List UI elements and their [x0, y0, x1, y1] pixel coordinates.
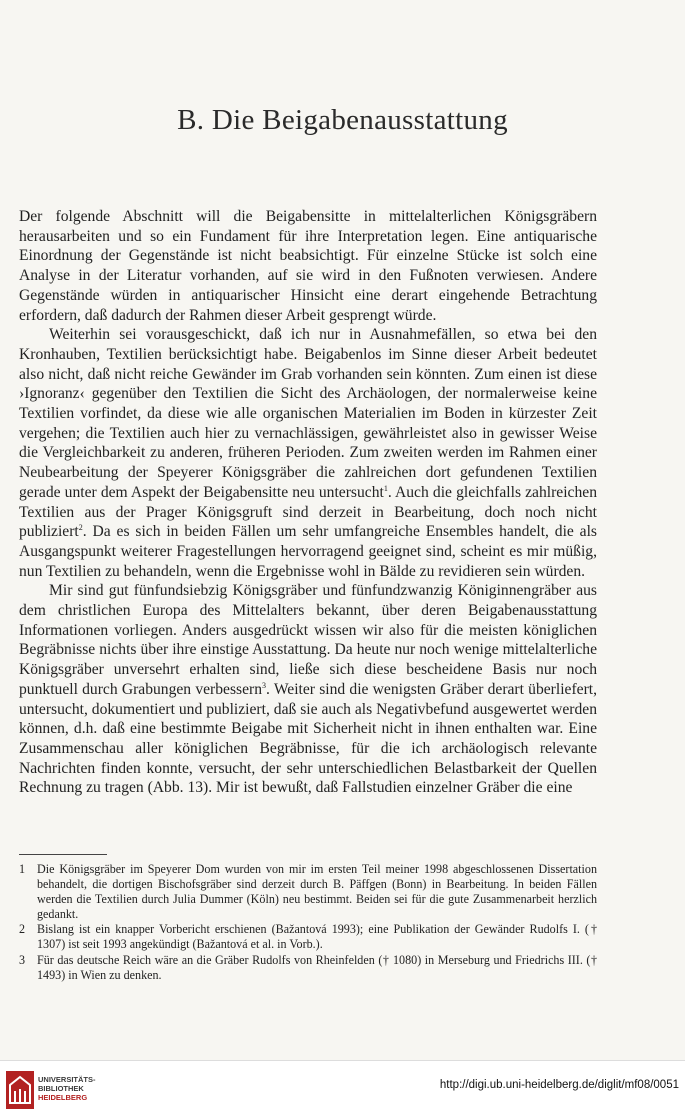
viewer-footer-bar	[0, 1060, 685, 1119]
footnote-3	[19, 953, 597, 983]
footnote-ref-1[interactable]: 1	[383, 483, 388, 493]
permalink-url[interactable]: http://digi.ub.uni-heidelberg.de/diglit/mf08/0051	[439, 1079, 679, 1091]
footnote-1	[19, 862, 597, 922]
footnote-ref-2[interactable]: 2	[78, 523, 83, 533]
library-name	[38, 1075, 96, 1102]
library-name-line: BIBLIOTHEK	[38, 1084, 84, 1093]
footnote-number: 3	[19, 952, 26, 967]
university-library-logo-icon[interactable]	[6, 1071, 34, 1109]
paragraph-2	[19, 325, 597, 581]
footnote-text: Die Königsgräber im Speyerer Dom wurden von mir im ersten Teil meiner 1998 abgeschlossenen Dissertation behandelt, die dortigen Bischofsgräber sind derzeit durch B. Päffgen (Bonn) in Bearbeitung. In beiden Fällen werden die Textilien durch Julia Dummer (Köln) neu bestimmt. Beiden sei für die gute Zusammenarbeit herzlich gedankt.	[37, 862, 597, 922]
footnotes	[19, 862, 597, 983]
paragraph-3-end: . Weiter sind die wenigsten Gräber derart überliefert, untersucht, dokumentiert und publiziert, daß sie auch als Negativbefund ausgewertet werden können, d.h. daß eine bestimmte Beigabe mit Sicherheit nicht in ihnen enthalten war. Eine Zusammenschau aller königlichen Begräbnisse, für die ich archäologisch relevante Nachrichten finden konnte, versucht, der sehr unterschiedlichen Belastbarkeit der Quellen Rechnung zu tragen (Abb. 13). Mir ist bewußt, daß Fallstudien einzelner Gräber die eine	[19, 680, 598, 797]
paragraph-3	[19, 581, 597, 798]
library-name-line: HEIDELBERG	[38, 1093, 88, 1102]
footnote-text: Für das deutsche Reich wäre an die Gräber Rudolfs von Rheinfelden († 1080) in Merseburg und Friedrichs III. († 1493) in Wien zu denken.	[37, 952, 597, 982]
paragraph-1: Der folgende Abschnitt will die Beigabensitte in mittelalterlichen Königsgräbern herausarbeiten und so ein Fundament für ihre Interpretation legen. Eine antiquarische Einordnung der Gegenstände ist nicht beabsichtigt. Für einzelne Stücke ist solch eine Analyse in der Literatur vorhanden, auf sie wird in den Fußnoten verwiesen. Andere Gegenstände würden in antiquarischer Hinsicht eine derart eingehende Betrachtung erfordern, daß dadurch der Rahmen dieser Arbeit gesprengt würde.	[19, 208, 597, 324]
footnote-text: Bislang ist ein knapper Vorbericht erschienen (Bažantová 1993); eine Publikation der Gewänder Rudolfs I. († 1307) ist seit 1993 angekündigt (Bažantová et al. in Vorb.).	[37, 922, 597, 952]
library-name-line: UNIVERSITÄTS-	[38, 1075, 96, 1084]
footnote-divider	[19, 854, 107, 855]
paragraph-2-start: Weiterhin sei vorausgeschickt, daß ich nur in Ausnahmefällen, so etwa bei den Kronhauben, Textilien berücksichtigt habe. Beigabenlos im Sinne dieser Arbeit bedeutet also nicht, daß nicht reiche Gewänder im Grab vorhanden sein könnten. Zum einen ist diese ›Ignoranz‹ gegenüber den Textilien die Sicht des Archäologen, der normalerweise keine Textilien vorfindet, da diese wie alle organischen Materialien im Boden in kürzester Zeit vergehen; die Textilien auch hier zu vernachlässigen, gewährleistet also in gewisser Weise die Vergleichbarkeit zu anderen, früheren Perioden. Zum zweiten werden im Rahmen einer Neubearbeitung der Speyerer Königsgräber die zahlreichen dort gefundenen Textilien gerade unter dem Aspekt der Beigabensitte neu untersucht	[19, 326, 597, 501]
footnote-2	[19, 922, 597, 952]
section-heading: B. Die Beigabenausstattung	[177, 104, 508, 136]
body-text	[19, 207, 597, 798]
paragraph-2-middle: . Auch die gleichfalls zahlreichen Textilien aus der Prager Königsgruft sind derzeit in Bearbeitung, doch noch nicht publiziert	[19, 483, 597, 541]
footnote-number: 2	[19, 922, 26, 937]
paragraph-2-end: . Da es sich in beiden Fällen um sehr umfangreiche Ensembles handelt, die als Ausgangspunkt weiterer Fragestellungen hervorragend geeignet sind, scheint es mir müßig, nun Textilien zu behandeln, wenn die Ergebnisse wohl in Bälde zu revidieren sein würden.	[19, 523, 597, 580]
paragraph-3-start: Mir sind gut fünfundsiebzig Königsgräber und fünfundzwanzig Königinnengräber aus dem christlichen Europa des Mittelalters bekannt, über deren Beigabenausstattung Informationen vorliegen. Anders ausgedrückt wissen wir also für die meisten königlichen Begräbnisse nichts über ihre einstige Ausstattung. Da heute nur noch wenige mittelalterliche Königsgräber unversehrt erhalten sind, ließe sich diese bescheidene Basis nur noch punktuell durch Grabungen verbessern	[19, 582, 597, 698]
footnote-number: 1	[19, 862, 26, 876]
footnote-ref-3[interactable]: 3	[262, 680, 266, 690]
